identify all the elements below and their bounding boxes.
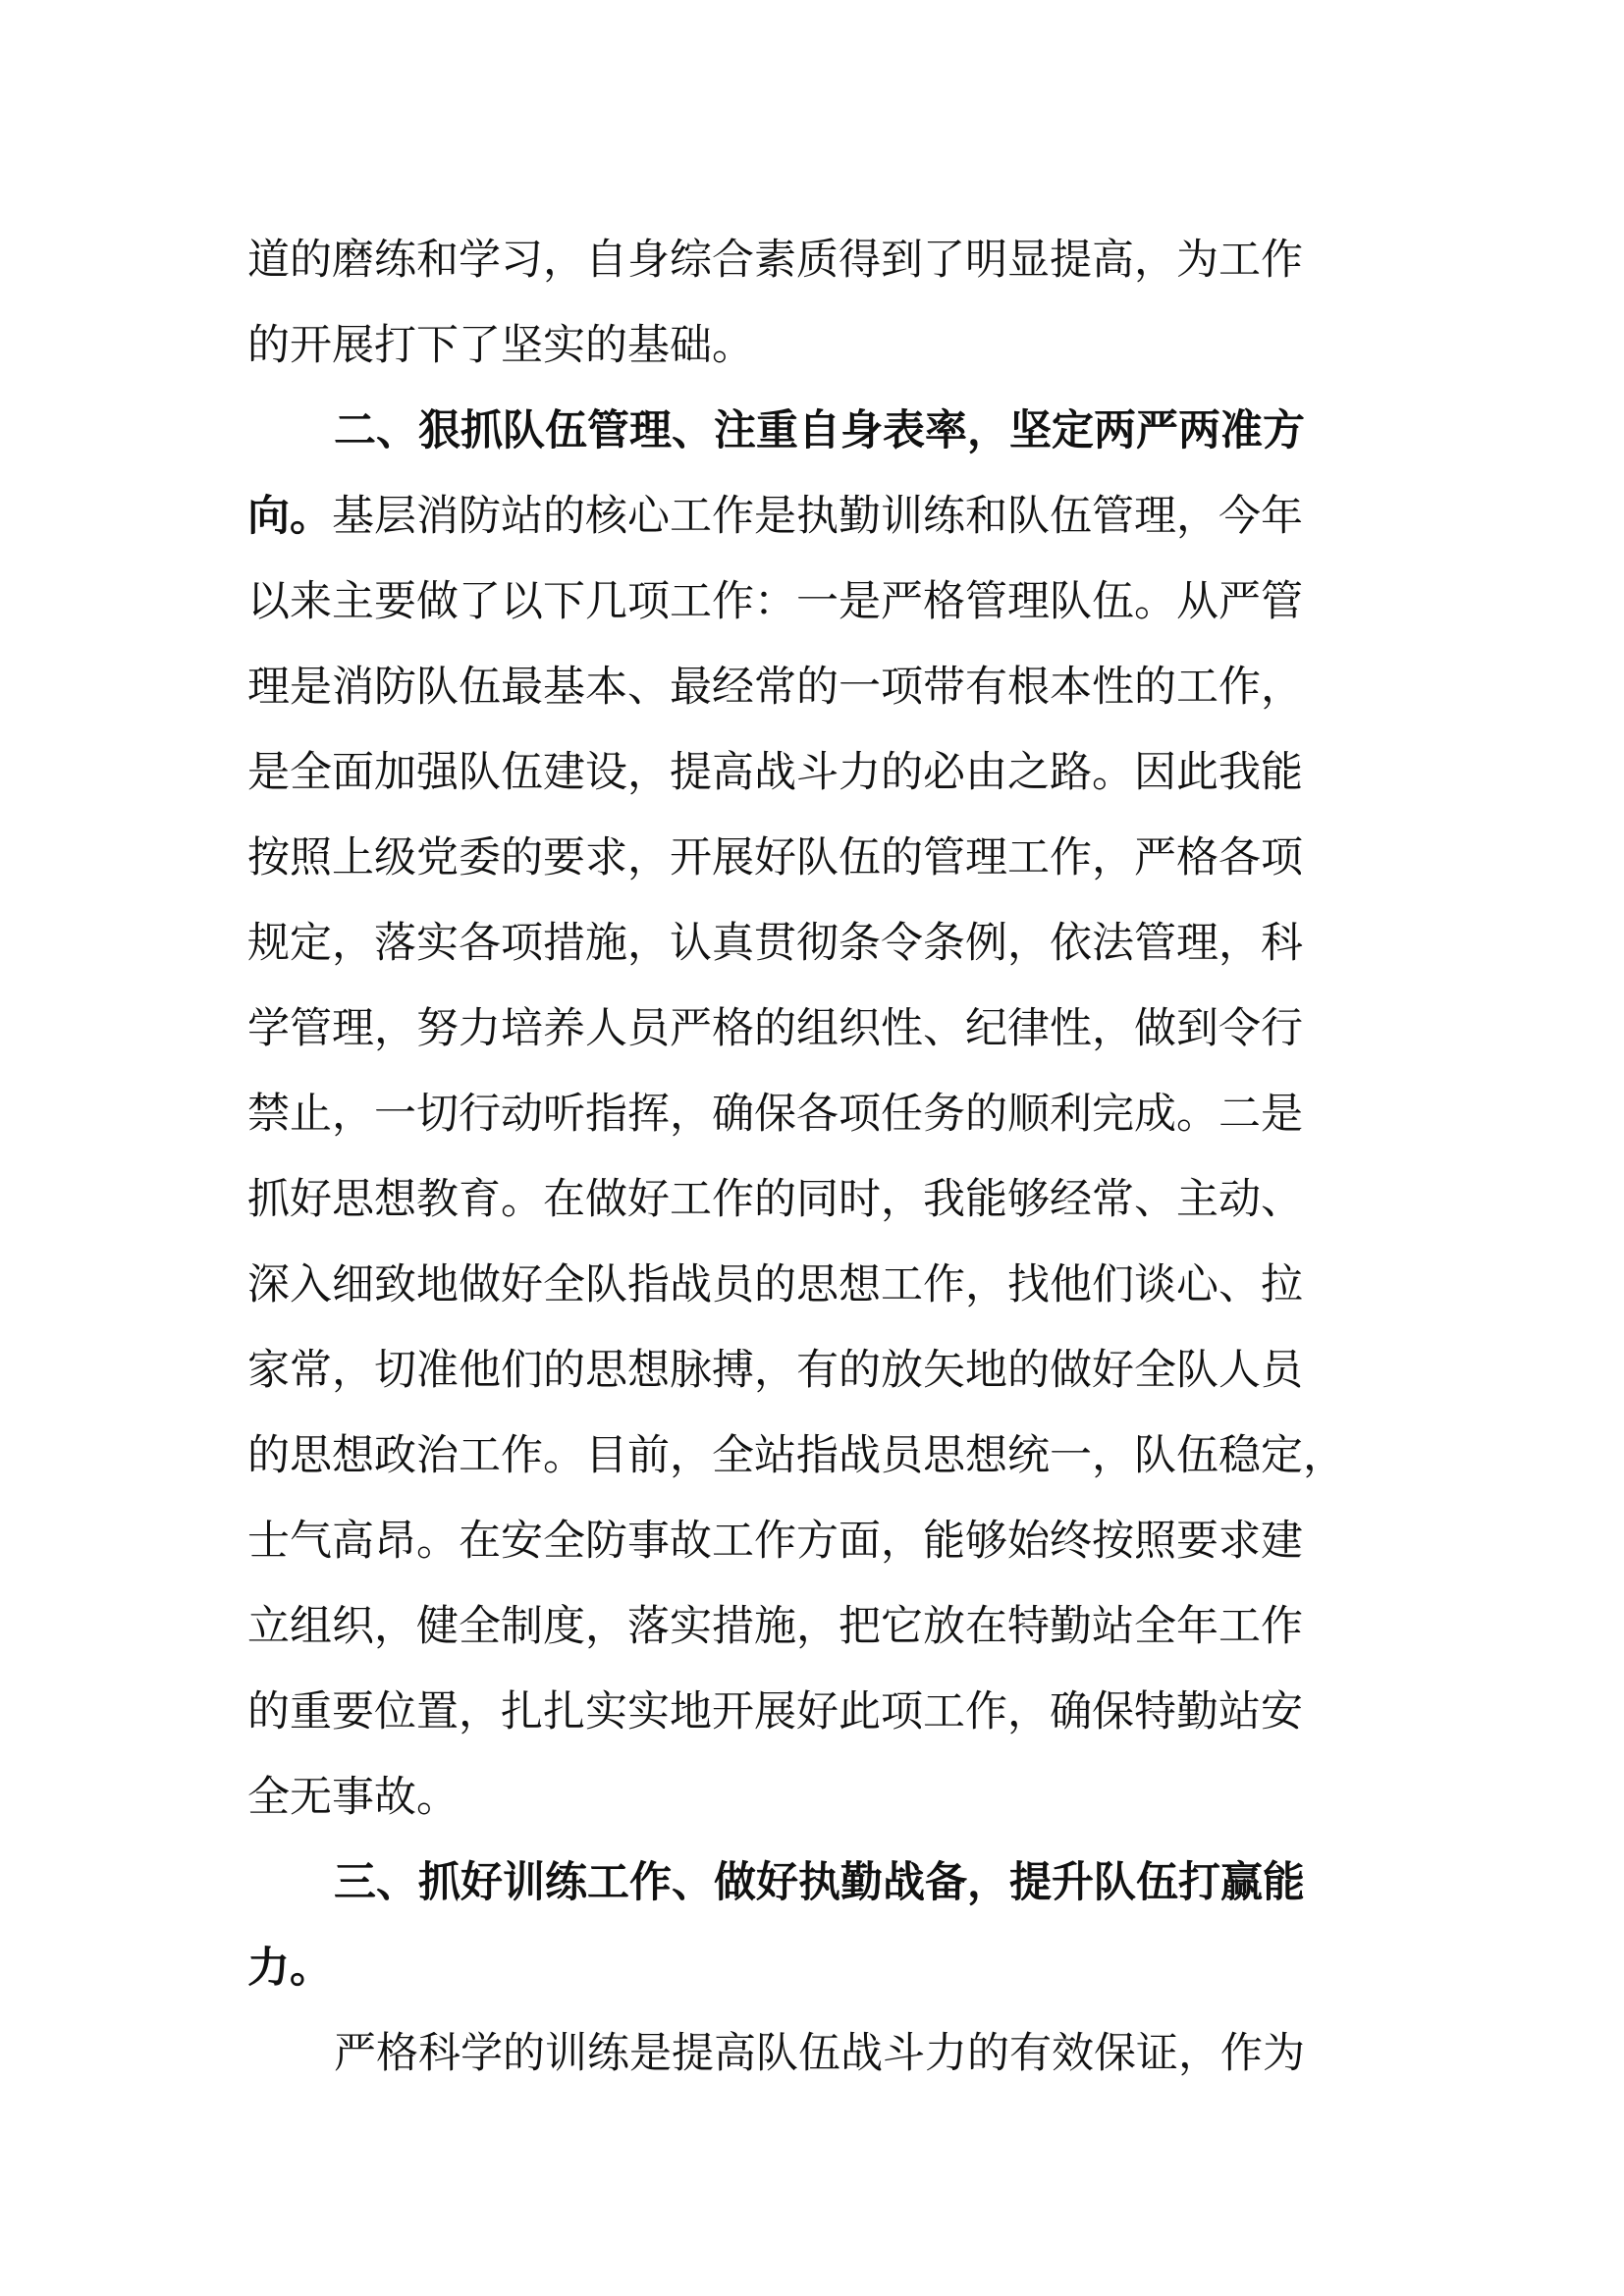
section-heading: 二、狠抓队伍管理、注重自身表率，坚定两严两准方 (334, 406, 1305, 455)
section-heading: 三、抓好训练工作、做好执勤战备，提升队伍打赢能 (334, 1858, 1305, 1907)
section-two-paragraph (247, 389, 1386, 1841)
text-line: 深入细致地做好全队指战员的思想工作，找他们谈心、拉 (247, 1260, 1303, 1309)
text-line: 是全面加强队伍建设，提高战斗力的必由之路。因此我能 (247, 748, 1303, 797)
text-line: 严格科学的训练是提高队伍战斗力的有效保证，作为 (334, 2029, 1305, 2078)
text-span: 基层消防站的核心工作是执勤训练和队伍管理，今年 (332, 492, 1303, 541)
text-line: 按照上级党委的要求，开展好队伍的管理工作，严格各项 (247, 833, 1303, 882)
section-three-heading (247, 1841, 1386, 2011)
text-line: 禁止，一切行动听指挥，确保各项任务的顺利完成。二是 (247, 1090, 1303, 1139)
section-three-paragraph (247, 2011, 1386, 2097)
body-text (247, 218, 1386, 2097)
paragraph-continuation (247, 218, 1386, 389)
text-line: 学管理，努力培养人员严格的组织性、纪律性，做到令行 (247, 1004, 1303, 1053)
text-line: 士气高昂。在安全防事故工作方面，能够始终按照要求建 (247, 1517, 1303, 1566)
text-line (247, 474, 1386, 560)
text-line: 的重要位置，扎扎实实地开展好此项工作，确保特勤站安 (247, 1687, 1303, 1736)
text-line: 理是消防队伍最基本、最经常的一项带有根本性的工作， (247, 663, 1303, 712)
text-line: 规定，落实各项措施，认真贯彻条令条例，依法管理，科 (247, 919, 1303, 968)
section-heading: 力。 (247, 1944, 332, 1993)
text-line: 的开展打下了坚实的基础。 (247, 321, 754, 370)
text-line: 家常，切准他们的思想脉搏，有的放矢地的做好全队人员 (247, 1346, 1303, 1395)
text-line: 全无事故。 (247, 1773, 459, 1822)
text-line: 立组织，健全制度，落实措施，把它放在特勤站全年工作 (247, 1602, 1303, 1651)
text-line: 抓好思想教育。在做好工作的同时，我能够经常、主动、 (247, 1175, 1303, 1224)
section-heading-end: 向。 (247, 492, 332, 541)
text-line: 以来主要做了以下几项工作：一是严格管理队伍。从严管 (247, 577, 1303, 626)
text-line: 的思想政治工作。目前，全站指战员思想统一，队伍稳定， (247, 1431, 1345, 1480)
text-line: 道的磨练和学习，自身综合素质得到了明显提高，为工作 (247, 236, 1303, 285)
